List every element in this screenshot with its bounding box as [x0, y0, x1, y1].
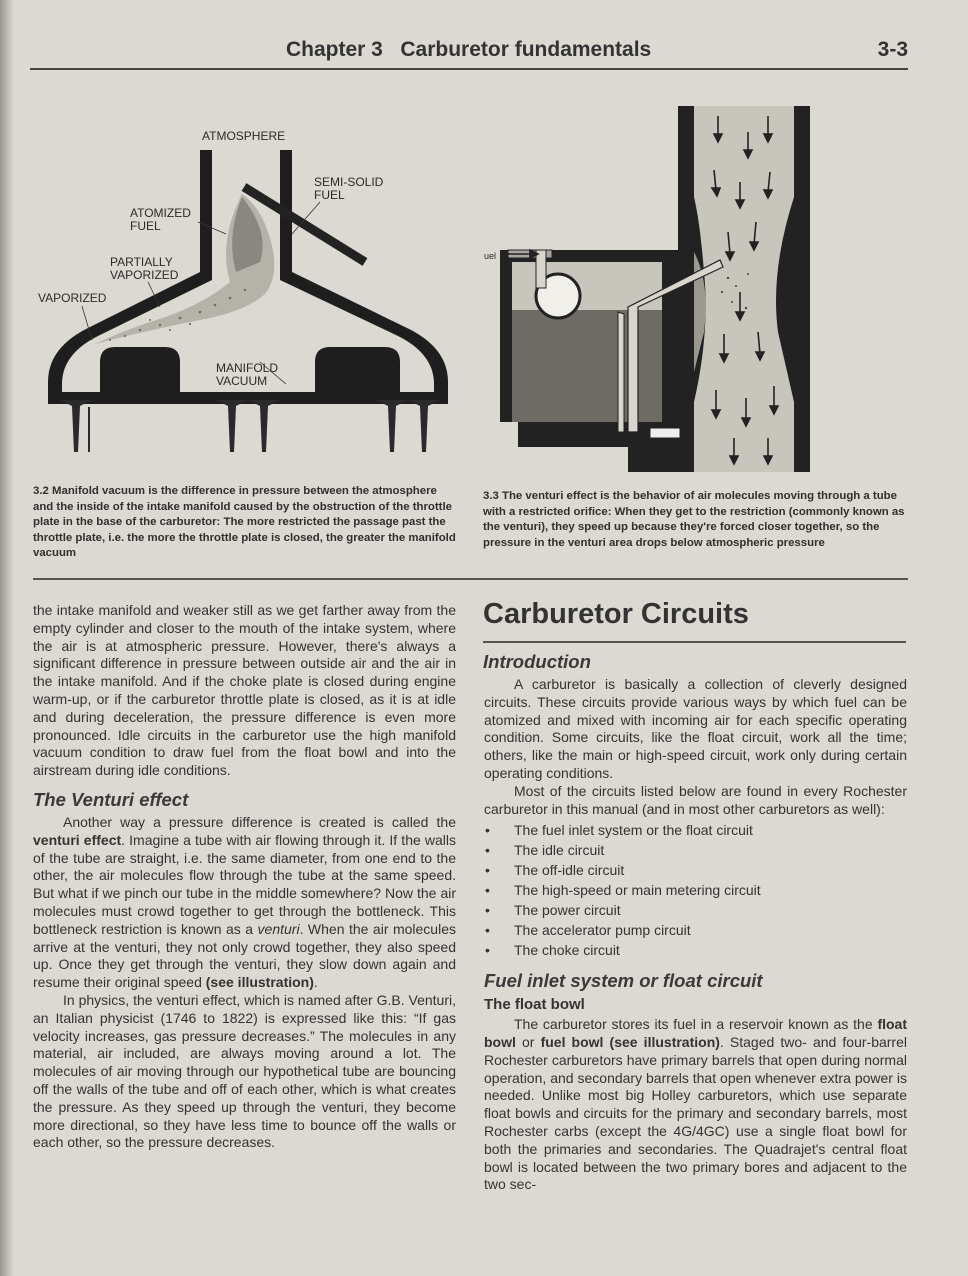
- figure-caption-3-2: 3.2 Manifold vacuum is the difference in pressure between the atmosphere and the inside of the intake manifold caused by the obstruction of the throttle plate in the base of the carburetor: The more restricted the passage past the throttle plate, i.e. the more the throttle plate is closed, the greater the manifold vacuum: [33, 485, 456, 560]
- list-item: • The choke circuit: [485, 942, 620, 959]
- label-fuel-inlet: uel: [484, 251, 497, 261]
- left-text-column: [33, 602, 456, 1152]
- label-atmosphere: ATMOSPHERE: [202, 129, 286, 143]
- label-vaporized: VAPORIZED: [38, 291, 107, 305]
- chapter-title: Chapter 3 Carburetor fundamentals: [286, 38, 652, 61]
- right-text-column: [484, 676, 907, 1194]
- section-title: Carburetor Circuits: [483, 598, 749, 630]
- body-paragraph: The carburetor stores its fuel in a reservoir known as the float bowl or fuel bowl (see illustration). Staged two- and four-barrel Rochester carburetors have primary barrels that open during normal operation, and secondary barrels that open whenever extra power is needed. Unlike most big Holley carburetors, which use separate float bowls and circuits for the primary and secondary barrels, most Rochester carbs (except the 4G/4GC) use a single float bowl for both the primaries and secondaries. The Quadrajet's central float bowl is located between the two primary bores and adjacent to the two sec-: [484, 1016, 907, 1193]
- figure-manifold-vacuum: [30, 122, 458, 474]
- label-manifold-vacuum: MANIFOLD VACUUM: [216, 361, 279, 388]
- body-paragraph: the intake manifold and weaker still as we get farther away from the empty cylinder and closer to the mouth of the intake system, where the air is at atmospheric pressure. However, there's always a significant difference in pressure between outside air and the air in the intake manifold. And if the choke plate is closed during engine warm-up, or if the carburetor throttle plate is closed, as it is at idle and during deceleration, the pressure difference is even more pronounced. Idle circuits in the carburetor use the high manifold vacuum condition to draw fuel from the float bowl and into the airstream during idle conditions.: [33, 602, 456, 779]
- body-paragraph: A carburetor is basically a collection of cleverly designed circuits. These circuits provide various ways by which fuel can be atomized and mixed with incoming air for each specific operating condition. Some circuits, like the float circuit, work all the time; others, like the main or high-speed circuit, work only during certain operating conditions.: [484, 676, 907, 781]
- figure-venturi-effect: [478, 102, 912, 477]
- subheading-float-bowl: The float bowl: [484, 996, 585, 1014]
- heading-introduction: Introduction: [483, 651, 591, 672]
- body-paragraph: Another way a pressure difference is created is called the venturi effect. Imagine a tube with air flowing through it. If the walls of the tube are straight, i.e. the same diameter, from one end to the other, the air molecules flow through the tube at the same speed. But what if we pinch our tube in the middle somewhere? Now the air molecules must crowd together to get through the bottleneck. This bottleneck restriction is known as a venturi. When the air molecules arrive at the venturi, they not only crowd together, they also speed up. Once they get through the venturi, they slow down again and resume their original speed (see illustration).: [33, 813, 457, 991]
- list-item: • The power circuit: [485, 902, 621, 919]
- bullet: •: [485, 842, 490, 859]
- section-divider-rule: [33, 578, 908, 580]
- bullet: •: [485, 822, 490, 839]
- running-head: [30, 38, 908, 68]
- section-title-rule: [483, 641, 906, 643]
- list-item: • The idle circuit: [485, 842, 605, 859]
- heading-fuel-inlet-system: Fuel inlet system or float circuit: [484, 970, 763, 992]
- figure-caption-3-3: 3.3 The venturi effect is the behavior of air molecules moving through a tube with a restricted orifice: When they get to the restriction (commonly known as the venturi), they speed up because they're forced closer together, so the pressure in the venturi area drops below atmospheric pressure: [483, 490, 905, 549]
- bullet: •: [485, 902, 490, 919]
- heading-venturi-effect: The Venturi effect: [33, 788, 189, 810]
- bullet: •: [485, 942, 490, 959]
- page-number: 3-3: [877, 38, 908, 61]
- label-semi-solid-fuel: SEMI-SOLID FUEL: [314, 175, 384, 202]
- page-edge-shadow: [0, 0, 14, 1276]
- circuit-list: [484, 820, 907, 960]
- list-item: • The high-speed or main metering circuit: [485, 882, 761, 899]
- venturi-effect-illustration: [478, 102, 912, 477]
- body-paragraph: Most of the circuits listed below are found in every Rochester carburetor in this manual (and in most other carburetors as well):: [484, 782, 907, 817]
- bullet: •: [485, 922, 490, 939]
- label-atomized-fuel: ATOMIZED FUEL: [130, 206, 191, 233]
- header-rule: [30, 68, 908, 70]
- list-item: • The off-idle circuit: [485, 862, 625, 879]
- body-paragraph: In physics, the venturi effect, which is named after G.B. Venturi, an Italian physicist (1746 to 1822) is expressed like this: “If gas velocity increases, gas pressure decreases.” The molecules in any material, air included, are always moving around a lot. The molecules of air moving through our hypothetical tube are bouncing off the walls of the tube and off of each other, which is what creates the pressure. As they speed up through the venturi, they become more directional, so they have less time to bounce off the walls or each other, so the pressure decreases.: [33, 991, 456, 1151]
- list-item: • The accelerator pump circuit: [485, 922, 691, 939]
- bullet: •: [485, 862, 490, 879]
- list-item: • The fuel inlet system or the float circuit: [485, 822, 753, 839]
- bullet: •: [485, 882, 490, 899]
- label-partially-vaporized: PARTIALLY VAPORIZED: [110, 255, 179, 282]
